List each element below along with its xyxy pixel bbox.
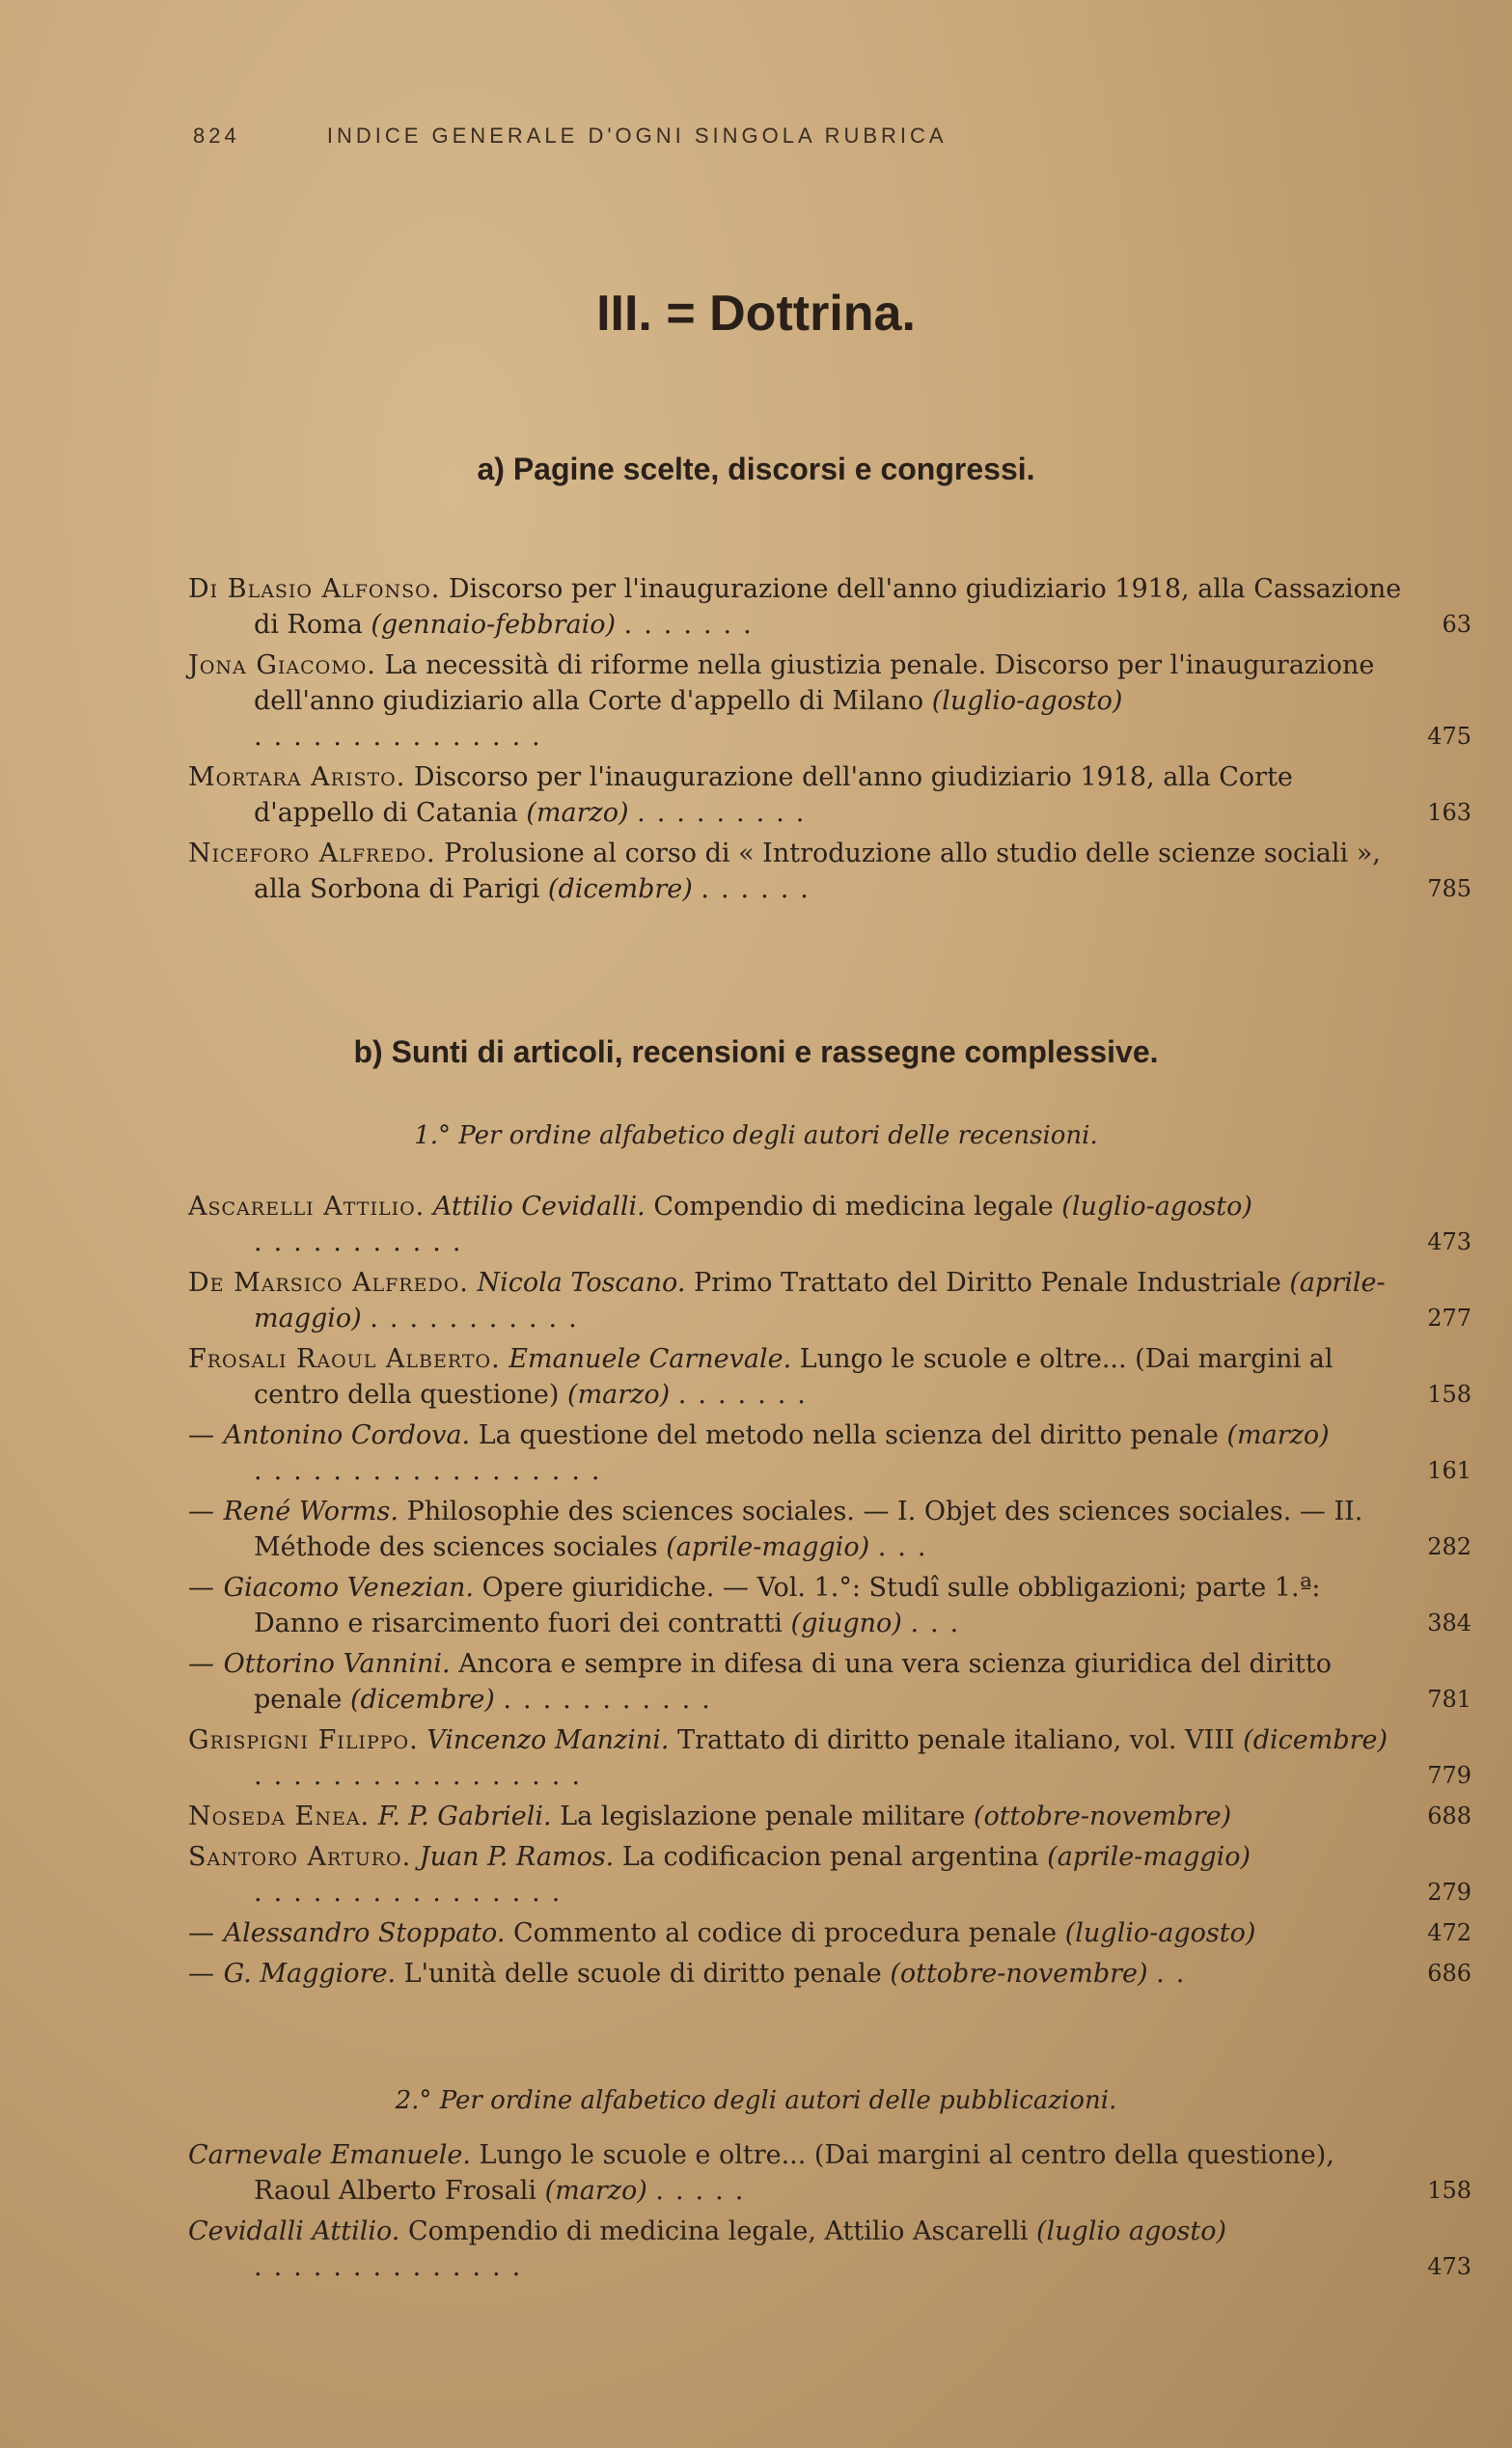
page-ref: 781: [1427, 1686, 1471, 1713]
page-ref: 63: [1442, 611, 1471, 638]
index-entry: — Giacomo Venezian. Opere giuridiche. — Vol. 1.°: Studî sulle obbligazioni; parte 1.ª: Danno e risarcimento fuori dei contratti (giugno) ... 384: [188, 1570, 1471, 1641]
index-entry: Jona Giacomo. La necessità di riforme nella giustizia penale. Discorso per l'inaugurazione dell'anno giudiziario alla Corte d'appello di Milano (luglio-agosto) ............... 475: [188, 647, 1471, 755]
page-ref: 779: [1427, 1762, 1471, 1789]
page-ref: 472: [1427, 1919, 1471, 1946]
page-ref: 163: [1427, 799, 1471, 826]
part-b-order-2-list: [188, 2137, 1471, 2290]
index-entry: — G. Maggiore. L'unità delle scuole di diritto penale (ottobre-novembre) .. 686: [188, 1956, 1471, 1992]
page-ref: 282: [1427, 1533, 1471, 1560]
part-b-order-1-list: [188, 1189, 1471, 1996]
index-entry: — Antonino Cordova. La questione del metodo nella scienza del diritto penale (marzo) .................. 161: [188, 1417, 1471, 1489]
running-header: [193, 124, 1351, 149]
index-entry: De Marsico Alfredo. Nicola Toscano. Primo Trattato del Diritto Penale Industriale (aprile-maggio) ........... 277: [188, 1265, 1471, 1336]
page-ref: 277: [1427, 1305, 1471, 1332]
section-title: III. = Dottrina.: [596, 286, 916, 342]
order-1-title: 1.° Per ordine alfabetico degli autori delle recensioni.: [414, 1121, 1098, 1150]
index-entry: Noseda Enea. F. P. Gabrieli. La legislazione penale militare (ottobre-novembre) 688: [188, 1799, 1471, 1834]
page-ref: 475: [1427, 723, 1471, 750]
running-title: INDICE GENERALE D'OGNI SINGOLA RUBRICA: [326, 124, 948, 148]
page-ref: 384: [1427, 1609, 1471, 1637]
index-entry: Santoro Arturo. Juan P. Ramos. La codificacion penal argentina (aprile-maggio) ................ 279: [188, 1839, 1471, 1911]
page-ref: 161: [1427, 1457, 1471, 1484]
page-ref: 686: [1427, 1960, 1471, 1987]
page-ref: 688: [1427, 1802, 1471, 1829]
index-entry: Niceforo Alfredo. Prolusione al corso di « Introduzione allo studio delle scienze sociali », alla Sorbona di Parigi (dicembre) ...... 785: [188, 836, 1471, 907]
part-b-title: b) Sunti di articoli, recensioni e rassegne complessive.: [353, 1034, 1159, 1069]
index-entry: Cevidalli Attilio. Compendio di medicina legale, Attilio Ascarelli (luglio agosto) .............. 473: [188, 2214, 1471, 2285]
page-number: 824: [193, 124, 240, 148]
order-2-title: 2.° Per ordine alfabetico degli autori delle pubblicazioni.: [395, 2086, 1117, 2115]
index-entry: Carnevale Emanuele. Lungo le scuole e oltre... (Dai margini al centro della questione), Raoul Alberto Frosali (marzo) ..... 158: [188, 2137, 1471, 2209]
page-ref: 473: [1427, 1228, 1471, 1255]
page-ref: 158: [1427, 2177, 1471, 2204]
index-entry: Di Blasio Alfonso. Discorso per l'inaugurazione dell'anno giudiziario 1918, alla Cassazione di Roma (gennaio-febbraio) ....... 63: [188, 571, 1471, 643]
part-a-list: [188, 571, 1471, 912]
page-ref: 473: [1427, 2253, 1471, 2280]
index-entry: — Ottorino Vannini. Ancora e sempre in difesa di una vera scienza giuridica del diritto penale (dicembre) ........... 781: [188, 1646, 1471, 1718]
index-entry: Frosali Raoul Alberto. Emanuele Carnevale. Lungo le scuole e oltre... (Dai margini al centro della questione) (marzo) ....... 158: [188, 1341, 1471, 1413]
page-ref: 785: [1427, 875, 1471, 902]
part-a-title: a) Pagine scelte, discorsi e congressi.: [477, 452, 1035, 486]
index-entry: Mortara Aristo. Discorso per l'inaugurazione dell'anno giudiziario 1918, alla Corte d'appello di Catania (marzo) ......... 163: [188, 759, 1471, 831]
index-entry: — Alessandro Stoppato. Commento al codice di procedura penale (luglio-agosto) 472: [188, 1915, 1471, 1951]
page-ref: 158: [1427, 1381, 1471, 1408]
index-entry: — René Worms. Philosophie des sciences sociales. — I. Objet des sciences sociales. — II. Méthode des sciences sociales (aprile-maggio) ... 282: [188, 1494, 1471, 1565]
index-entry: Grispigni Filippo. Vincenzo Manzini. Trattato di diritto penale italiano, vol. VIII (dicembre) ................. 779: [188, 1722, 1471, 1794]
page-ref: 279: [1427, 1879, 1471, 1906]
index-entry: Ascarelli Attilio. Attilio Cevidalli. Compendio di medicina legale (luglio-agosto) ........... 473: [188, 1189, 1471, 1260]
